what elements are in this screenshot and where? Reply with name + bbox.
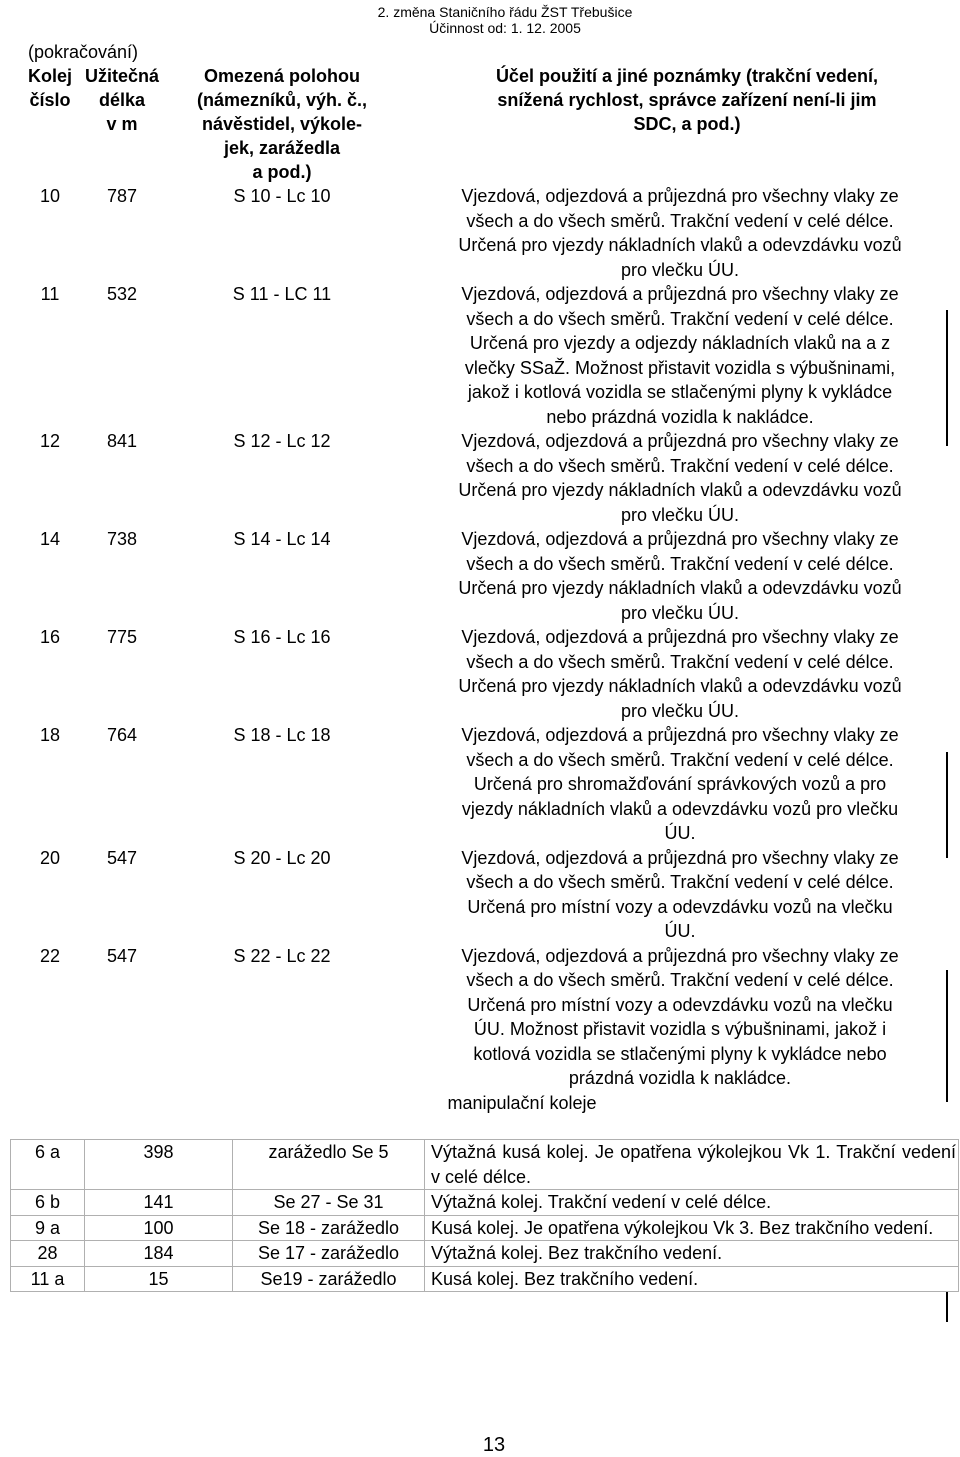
manipulation-row bbox=[11, 1241, 959, 1267]
track-note-line: všech a do všech směrů. Trakční vedení v celé délce. bbox=[466, 872, 894, 892]
track-number: 14 bbox=[39, 529, 61, 549]
manipulation-table bbox=[10, 1139, 959, 1292]
track-bounded-by: S 11 - LC 11 bbox=[232, 284, 332, 304]
section-row bbox=[22, 1091, 958, 1116]
manipulation-track-note: Výtažná kusá kolej. Je opatřena výkolejkou Vk 1. Trakční vedení v celé délce. bbox=[425, 1140, 959, 1190]
track-note-line: Vjezdová, odjezdová a průjezdná pro všechny vlaky ze bbox=[461, 431, 899, 451]
track-note bbox=[398, 625, 958, 723]
track-bounded-by: S 10 - Lc 10 bbox=[233, 186, 331, 206]
track-note-line: pro vlečku ÚU. bbox=[620, 504, 740, 525]
effective-date: Účinnost od: 1. 12. 2005 bbox=[429, 20, 581, 36]
header-note-line: Účel použití a jiné poznámky (trakční vedení, bbox=[495, 66, 879, 86]
manipulation-track-number: 9 a bbox=[11, 1215, 85, 1241]
header-bounded-line: (námezníků, výh. č., bbox=[196, 90, 368, 110]
track-note-line: Určená pro vjezdy nákladních vlaků a odevzdávku vozů bbox=[458, 480, 902, 500]
header-bounded-line: návěstidel, výkole- bbox=[201, 114, 363, 134]
track-note-line: jakož i kotlová vozidla se stlačenými plyny k vykládce bbox=[467, 382, 893, 402]
track-note bbox=[398, 282, 958, 429]
track-note-line: všech a do všech směrů. Trakční vedení v celé délce. bbox=[466, 651, 894, 672]
track-note-line: ÚU. bbox=[664, 823, 696, 843]
manipulation-track-note: Výtažná kolej. Bez trakčního vedení. bbox=[425, 1241, 959, 1267]
track-note-line: všech a do všech směrů. Trakční vedení v celé délce. bbox=[466, 308, 894, 329]
track-note-line: Vjezdová, odjezdová a průjezdná pro všechny vlaky ze bbox=[461, 627, 899, 647]
track-length: 547 bbox=[106, 847, 138, 868]
track-number: 18 bbox=[39, 725, 61, 745]
track-length: 787 bbox=[106, 186, 138, 206]
track-note bbox=[398, 184, 958, 282]
header-length-line: Užitečná bbox=[84, 66, 160, 86]
track-note-line: vlečky SSaŽ. Možnost přistavit vozidla s výbušninami, bbox=[464, 357, 896, 378]
track-row bbox=[22, 846, 958, 944]
manipulation-track-length: 398 bbox=[85, 1140, 233, 1190]
track-note-line: pro vlečku ÚU. bbox=[620, 602, 740, 623]
track-note-line: Určená pro vjezdy nákladních vlaků a odevzdávku vozů bbox=[458, 235, 902, 255]
track-note-line: pro vlečku ÚU. bbox=[620, 700, 740, 721]
revision-bar bbox=[946, 970, 948, 1102]
header-bounded-line: Omezená polohou bbox=[203, 66, 360, 86]
manipulation-row bbox=[11, 1215, 959, 1241]
track-note-line: Vjezdová, odjezdová a průjezdná pro všechny vlaky ze bbox=[461, 186, 899, 206]
manipulation-track-length: 100 bbox=[85, 1215, 233, 1241]
track-number: 22 bbox=[39, 945, 61, 966]
track-row bbox=[22, 944, 958, 1091]
manipulation-track-bounded-by: Se19 - zarážedlo bbox=[233, 1266, 425, 1292]
track-number: 11 bbox=[40, 284, 60, 304]
header-note bbox=[398, 64, 958, 184]
manipulation-track-number: 6 b bbox=[11, 1190, 85, 1216]
manipulation-track-bounded-by: Se 27 - Se 31 bbox=[233, 1190, 425, 1216]
track-note-line: ÚU. bbox=[664, 921, 696, 941]
track-note-line: Vjezdová, odjezdová a průjezdná pro všechny vlaky ze bbox=[461, 847, 899, 868]
header-note-line: SDC, a pod.) bbox=[633, 114, 741, 134]
continuation-label: (pokračování) bbox=[28, 42, 139, 62]
track-note-line: pro vlečku ÚU. bbox=[620, 259, 740, 280]
track-note-line: Určená pro vjezdy a odjezdy nákladních vlaků na a z bbox=[469, 333, 891, 353]
track-number: 10 bbox=[39, 186, 61, 206]
track-row bbox=[22, 723, 958, 846]
revision-bar bbox=[946, 1292, 948, 1322]
track-bounded-by: S 22 - Lc 22 bbox=[233, 945, 331, 966]
track-note-line: Určená pro místní vozy a odevzdávku vozů na vlečku bbox=[467, 896, 893, 917]
track-length: 547 bbox=[106, 945, 138, 966]
manipulation-track-number: 28 bbox=[11, 1241, 85, 1267]
track-row bbox=[22, 527, 958, 625]
manipulation-track-note: Výtažná kolej. Trakční vedení v celé délce. bbox=[425, 1190, 959, 1216]
track-table bbox=[22, 64, 958, 1115]
track-note bbox=[398, 723, 958, 846]
header-track-line: číslo bbox=[29, 90, 71, 110]
track-length: 738 bbox=[106, 529, 138, 549]
track-number: 20 bbox=[39, 847, 61, 868]
track-bounded-by: S 12 - Lc 12 bbox=[233, 431, 331, 451]
manipulation-track-number: 11 a bbox=[11, 1266, 85, 1292]
track-note-line: Vjezdová, odjezdová a průjezdná pro všechny vlaky ze bbox=[461, 529, 899, 549]
track-bounded-by: S 18 - Lc 18 bbox=[233, 725, 331, 745]
header-length-line: délka bbox=[98, 90, 146, 110]
track-note-line: Určená pro místní vozy a odevzdávku vozů na vlečku bbox=[467, 994, 893, 1015]
page-header bbox=[0, 4, 960, 36]
track-row bbox=[22, 184, 958, 282]
revision-bar bbox=[946, 310, 948, 446]
track-length: 532 bbox=[106, 284, 138, 304]
track-length: 841 bbox=[106, 431, 138, 451]
track-note-line: Vjezdová, odjezdová a průjezdná pro všechny vlaky ze bbox=[461, 284, 899, 304]
track-note-line: Vjezdová, odjezdová a průjezdná pro všechny vlaky ze bbox=[461, 945, 899, 966]
manipulation-row bbox=[11, 1190, 959, 1216]
track-note-line: kotlová vozidla se stlačenými plyny k vykládce nebo bbox=[473, 1043, 887, 1064]
track-note-line: prázdná vozidla k nakládce. bbox=[568, 1068, 792, 1088]
manipulation-track-note: Kusá kolej. Je opatřena výkolejkou Vk 3. Bez trakčního vedení. bbox=[425, 1215, 959, 1241]
track-note-line: vjezdy nákladních vlaků a odevzdávku vozů pro vlečku bbox=[461, 798, 899, 819]
manipulation-track-bounded-by: Se 18 - zarážedlo bbox=[233, 1215, 425, 1241]
manipulation-track-length: 141 bbox=[85, 1190, 233, 1216]
header-bounded-line: a pod.) bbox=[252, 162, 312, 182]
track-row bbox=[22, 625, 958, 723]
track-length: 775 bbox=[106, 627, 138, 647]
header-bounded-line: jek, zarážedla bbox=[223, 138, 341, 158]
header-bounded bbox=[166, 64, 398, 184]
track-note-line: Vjezdová, odjezdová a průjezdná pro všechny vlaky ze bbox=[461, 725, 899, 745]
track-note bbox=[398, 944, 958, 1091]
track-note-line: všech a do všech směrů. Trakční vedení v celé délce. bbox=[466, 970, 894, 990]
page-number: 13 bbox=[482, 1434, 506, 1456]
header-length-line: v m bbox=[106, 114, 138, 134]
document-title: 2. změna Staničního řádu ŽST Třebušice bbox=[377, 4, 633, 20]
manipulation-row bbox=[11, 1266, 959, 1292]
header-track-line: Kolej bbox=[27, 66, 72, 86]
manipulation-track-note: Kusá kolej. Bez trakčního vedení. bbox=[425, 1266, 959, 1292]
manipulation-row bbox=[11, 1140, 959, 1190]
track-note-line: nebo prázdná vozidla k nakládce. bbox=[546, 406, 814, 427]
track-note-line: všech a do všech směrů. Trakční vedení v celé délce. bbox=[466, 749, 894, 770]
track-bounded-by: S 14 - Lc 14 bbox=[233, 529, 331, 549]
track-note bbox=[398, 846, 958, 944]
track-note-line: všech a do všech směrů. Trakční vedení v celé délce. bbox=[466, 553, 894, 574]
track-row bbox=[22, 429, 958, 527]
manipulation-section-label: manipulační koleje bbox=[447, 1092, 597, 1113]
track-note-line: Určená pro shromažďování správkových vozů a pro bbox=[473, 774, 887, 794]
header-track bbox=[22, 64, 78, 184]
track-length: 764 bbox=[106, 725, 138, 745]
manipulation-track-length: 184 bbox=[85, 1241, 233, 1267]
track-note-line: Určená pro vjezdy nákladních vlaků a odevzdávku vozů bbox=[458, 578, 902, 598]
track-row bbox=[22, 282, 958, 429]
manipulation-track-length: 15 bbox=[85, 1266, 233, 1292]
track-bounded-by: S 16 - Lc 16 bbox=[233, 627, 331, 647]
track-note-line: všech a do všech směrů. Trakční vedení v celé délce. bbox=[466, 210, 894, 231]
track-note-line: ÚU. Možnost přistavit vozidla s výbušninami, jakož i bbox=[473, 1019, 887, 1039]
header-length bbox=[78, 64, 166, 184]
track-number: 12 bbox=[39, 431, 61, 451]
table-header-row bbox=[22, 64, 958, 184]
track-number: 16 bbox=[39, 627, 61, 647]
revision-bar bbox=[946, 752, 948, 858]
track-bounded-by: S 20 - Lc 20 bbox=[233, 847, 331, 868]
track-note-line: Určená pro vjezdy nákladních vlaků a odevzdávku vozů bbox=[458, 676, 902, 696]
manipulation-track-number: 6 a bbox=[11, 1140, 85, 1190]
header-note-line: snížená rychlost, správce zařízení není-li jim bbox=[497, 90, 877, 110]
track-note bbox=[398, 527, 958, 625]
track-note-line: všech a do všech směrů. Trakční vedení v celé délce. bbox=[466, 455, 894, 476]
track-note bbox=[398, 429, 958, 527]
manipulation-track-bounded-by: Se 17 - zarážedlo bbox=[233, 1241, 425, 1267]
manipulation-track-bounded-by: zarážedlo Se 5 bbox=[233, 1140, 425, 1190]
